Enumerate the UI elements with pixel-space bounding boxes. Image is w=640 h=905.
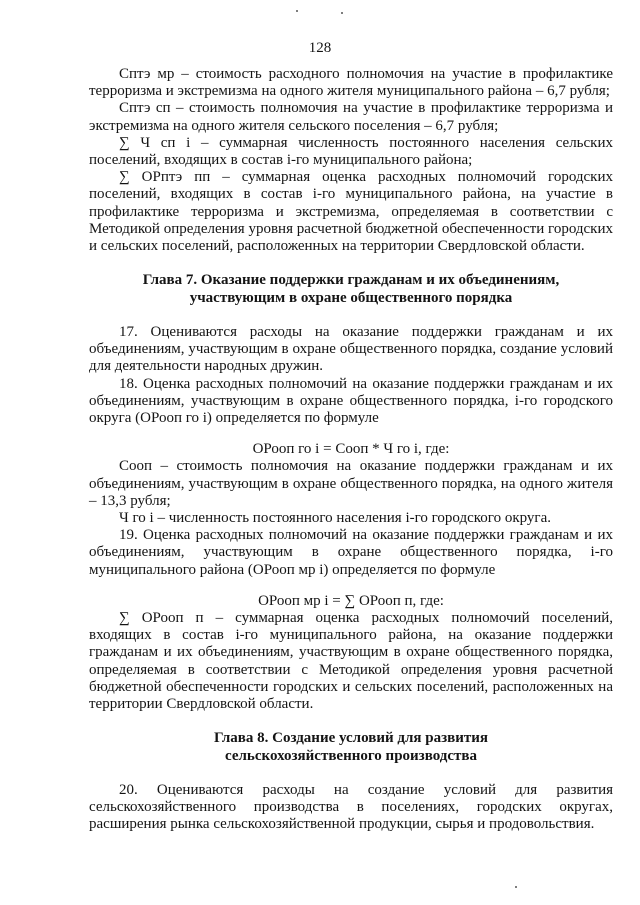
- chapter-7-heading: [89, 272, 613, 306]
- scan-speck: [341, 12, 343, 14]
- chapter-8-heading-line-1: Глава 8. Создание условий для развития: [214, 730, 488, 747]
- chapter-8-heading-line-2: сельскохозяйственного производства: [225, 747, 477, 764]
- document-body: [89, 66, 613, 834]
- definition-sptesp: Сптэ сп – стоимость полномочия на участие в профилактике терроризма и экстремизма на одного жителя сельского поселения – 6,7 рубля;: [89, 100, 613, 134]
- definition-soop: Сооп – стоимость полномочия на оказание поддержки гражданам и их объединениям, участвующим в охране общественного порядка, на одного жителя – 13,3 рубля;: [89, 458, 613, 509]
- formula-orooop-mr: ОРооп мр i = ∑ ОРооп п, где:: [258, 592, 444, 609]
- paragraph-19: 19. Оценка расходных полномочий на оказание поддержки гражданам и их объединениям, участвующим в охране общественного порядка, i-го муниципального района (ОРооп мр i) определяется по формуле: [89, 527, 613, 578]
- chapter-7-heading-line-1: Глава 7. Оказание поддержки гражданам и их объединениям,: [142, 272, 560, 289]
- paragraph-18: 18. Оценка расходных полномочий на оказание поддержки гражданам и их объединениям, участвующим в охране общественного порядка, i-го городского округа (ОРооп го i) определяется по формуле: [89, 375, 613, 427]
- chapter-8-heading: [89, 730, 613, 764]
- definition-chgo: Ч го i – численность постоянного населения i-го городского округа.: [119, 510, 551, 527]
- formula-orooop-go: ОРооп го i = Сооп * Ч го i, где:: [252, 441, 450, 458]
- paragraph-17: 17. Оцениваются расходы на оказание поддержки гражданам и их объединениям, участвующим в охране общественного порядка, создание условий для деятельности народных дружин.: [89, 324, 613, 375]
- definition-sum-orpte: ∑ ОРптэ пп – суммарная оценка расходных полномочий городских поселений, входящих в состав i-го муниципального района, на участие в профилактике терроризма и экстремизма, определяемая в соответствии с Методикой определения уровня расчетной бюджетной обеспеченности городских и сельских поселений, расположенных на территории Свердловской области.: [89, 169, 613, 255]
- paragraph-20: 20. Оцениваются расходы на создание условий для развития сельскохозяйственного производства в поселениях, городских округах, расширения рынка сельскохозяйственной продукции, сырья и продовольствия.: [89, 782, 613, 833]
- page-number: 128: [308, 40, 332, 56]
- definition-sum-chsp: ∑ Ч сп i – суммарная численность постоянного населения сельских поселений, входящих в состав i-го муниципального района;: [89, 134, 613, 169]
- definition-sptemr: Сптэ мр – стоимость расходного полномочия на участие в профилактике терроризма и экстремизма на одного жителя муниципального района – 6,7 рубля;: [89, 66, 613, 100]
- scan-speck: [296, 10, 298, 12]
- definition-sum-orooop: ∑ ОРооп п – суммарная оценка расходных полномочий поселений, входящих в состав i-го муниципального района, на оказание поддержки гражданам и их объединениям, участвующим в охране общественного порядка, определяемая в соответствии с Методикой определения уровня расчетной бюджетной обеспеченности городских и сельских поселений, расположенных на территории Свердловской области.: [89, 610, 613, 713]
- scan-speck: [515, 886, 517, 888]
- chapter-7-heading-line-2: участвующим в охране общественного порядка: [189, 289, 513, 306]
